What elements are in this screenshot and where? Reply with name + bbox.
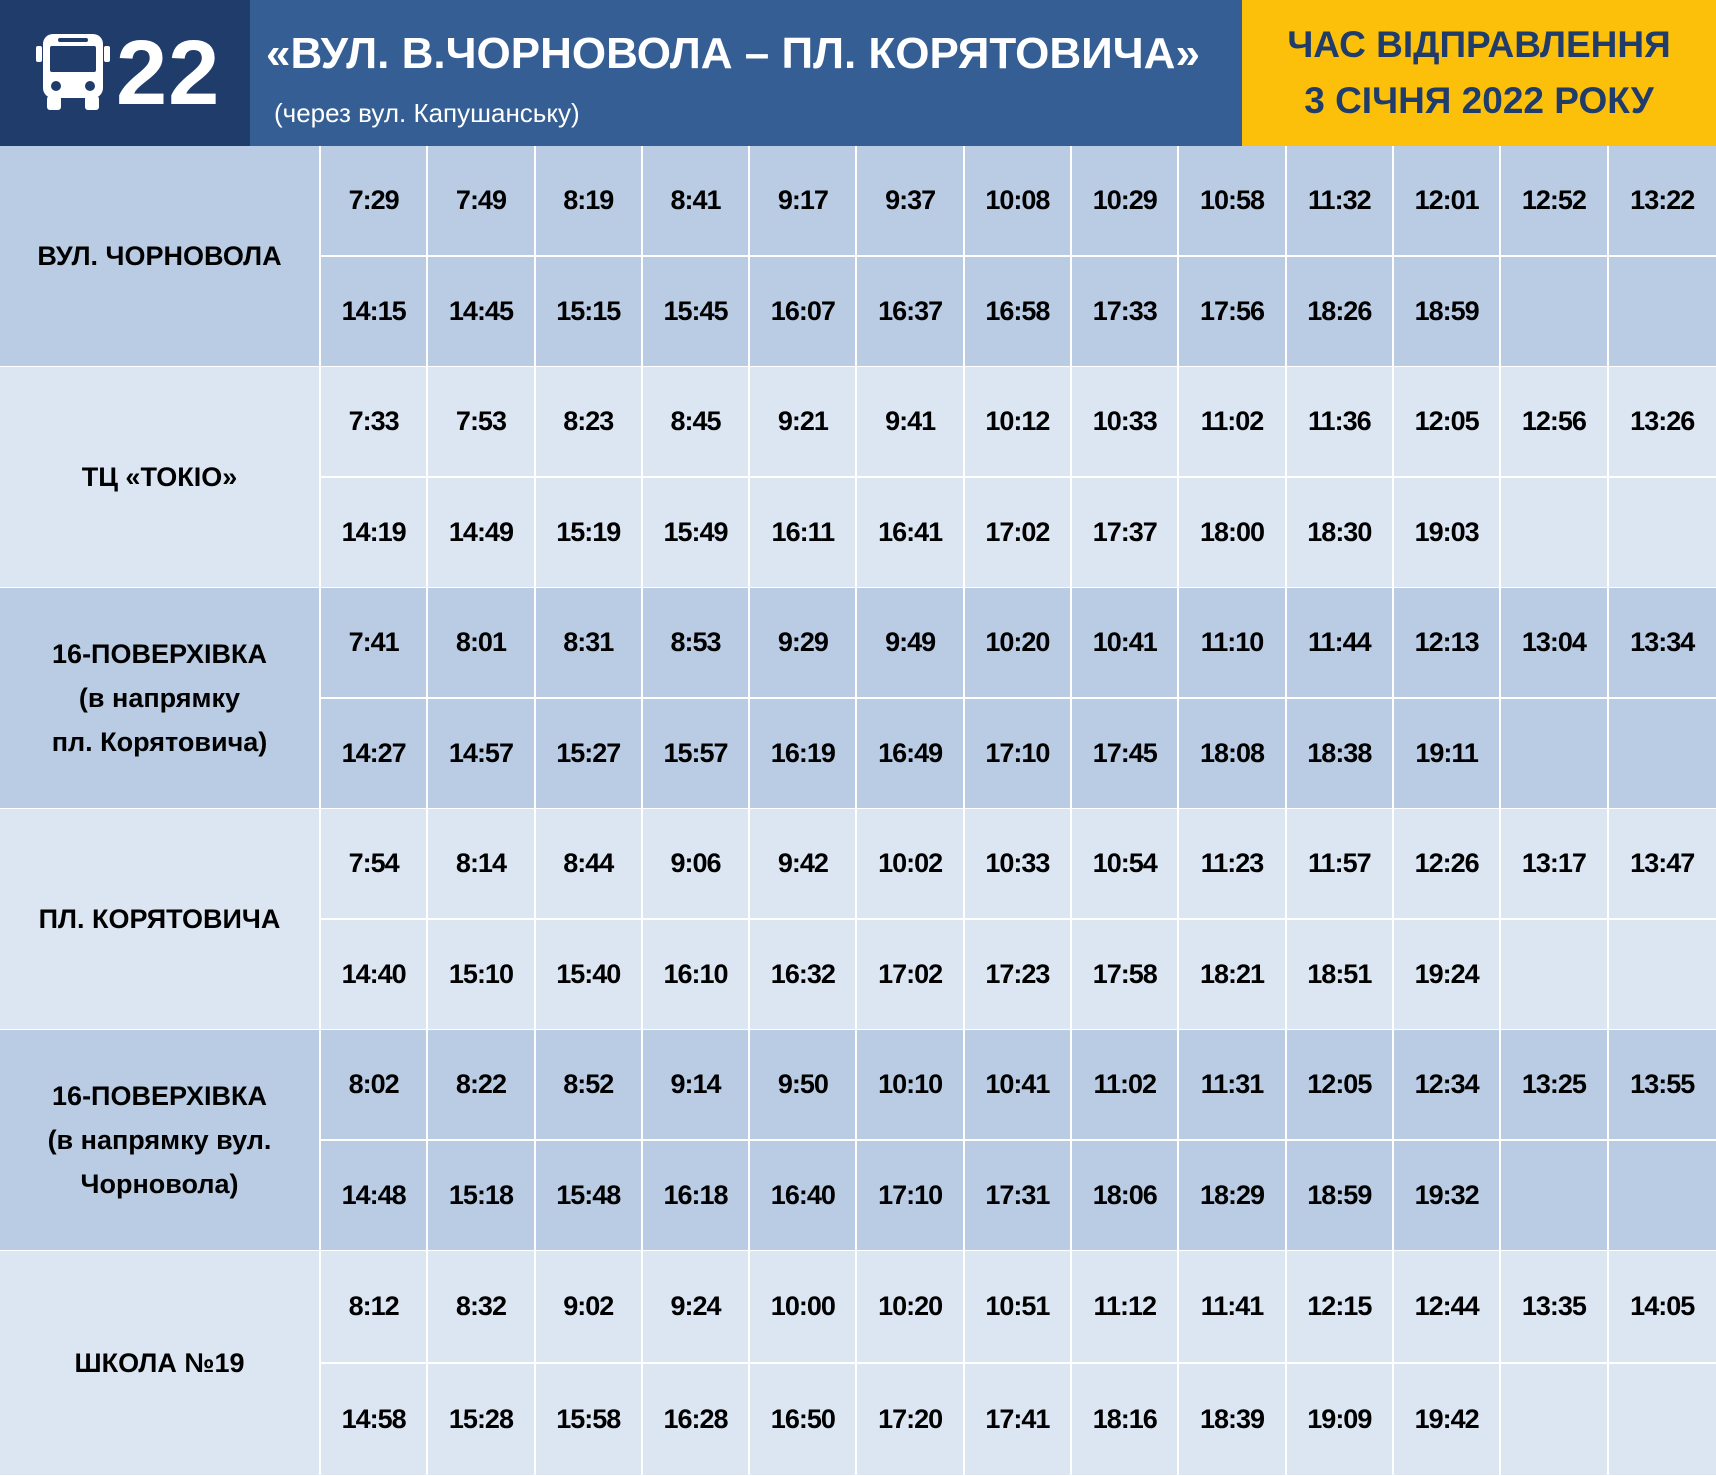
departure-time-cell: 16:32 [750, 920, 857, 1029]
departure-time-cell: 10:20 [965, 588, 1072, 697]
departure-time-cell: 18:59 [1287, 1141, 1394, 1250]
departure-time-cell: 11:36 [1287, 367, 1394, 476]
departure-time-cell: 10:02 [857, 809, 964, 918]
departure-time-cell: 17:31 [965, 1141, 1072, 1250]
stop-name: ТЦ «ТОКІО» [81, 462, 238, 492]
departure-times [321, 1251, 1716, 1475]
departure-time-cell: 18:39 [1179, 1364, 1286, 1475]
departure-times [321, 146, 1716, 366]
departure-time-cell: 13:47 [1630, 848, 1695, 878]
departure-time-cell: 14:05 [1630, 1291, 1695, 1321]
departure-time-cell: 11:23 [1179, 809, 1286, 918]
departure-time-cell: 8:41 [643, 146, 750, 255]
departure-time-cell: 13:04 [1501, 588, 1608, 697]
route-number-box [0, 0, 250, 146]
departure-time-cell: 15:15 [536, 257, 643, 366]
departure-time-cell: 9:29 [750, 588, 857, 697]
departure-time-cell: 10:41 [1072, 588, 1179, 697]
departure-time-cell: 11:41 [1179, 1251, 1286, 1362]
departure-time-cell: 14:15 [321, 257, 428, 366]
departure-time-cell: 15:57 [643, 699, 750, 808]
departure-time-cell: 17:56 [1179, 257, 1286, 366]
departure-times [321, 809, 1716, 1029]
departure-time-cell: 18:59 [1394, 257, 1501, 366]
departure-time-cell: 9:42 [750, 809, 857, 918]
departure-time-cell: 17:41 [965, 1364, 1072, 1475]
departure-time-cell: 14:57 [428, 699, 535, 808]
departure-time-cell: 19:24 [1394, 920, 1501, 1029]
departure-time-cell: 10:33 [965, 809, 1072, 918]
departure-time-cell: 10:54 [1072, 809, 1179, 918]
departure-time-cell: 12:15 [1287, 1251, 1394, 1362]
header [0, 0, 1716, 146]
departure-time-cell: 12:13 [1394, 588, 1501, 697]
departure-time-cell: 16:19 [750, 699, 857, 808]
stop-name-cell [0, 588, 321, 808]
departure-time-cell: 8:31 [536, 588, 643, 697]
departure-time-cell: 7:54 [321, 809, 428, 918]
departure-time-cell: 13:17 [1501, 809, 1608, 918]
departure-time-cell: 13:26 [1630, 406, 1695, 436]
departure-time-cell: 8:01 [428, 588, 535, 697]
departure-time-cell [1501, 1364, 1608, 1475]
departure-time-cell: 12:56 [1501, 367, 1608, 476]
departure-time-cell: 17:33 [1072, 257, 1179, 366]
departure-time-cell: 18:26 [1287, 257, 1394, 366]
departure-time-cell [1609, 1141, 1716, 1250]
departure-times [321, 367, 1716, 587]
time-row [321, 146, 1716, 257]
departure-time-cell: 11:44 [1287, 588, 1394, 697]
departure-time-cell: 15:49 [643, 478, 750, 587]
departure-time-cell: 9:49 [857, 588, 964, 697]
time-row [321, 588, 1716, 699]
departure-time-cell: 19:03 [1394, 478, 1501, 587]
departure-time-cell: 9:50 [750, 1030, 857, 1139]
departure-time-cell: 13:55 [1630, 1069, 1695, 1099]
departure-time-cell: 18:38 [1287, 699, 1394, 808]
departure-time-cell: 8:45 [643, 367, 750, 476]
departure-time-cell: 10:33 [1072, 367, 1179, 476]
departure-times [321, 1030, 1716, 1250]
departure-time-cell: 19:42 [1394, 1364, 1501, 1475]
departure-time-cell: 12:05 [1287, 1030, 1394, 1139]
departure-time-cell: 18:00 [1179, 478, 1286, 587]
departure-time-cell: 10:00 [750, 1251, 857, 1362]
departure-time-cell: 7:29 [321, 146, 428, 255]
departure-time-cell: 19:09 [1287, 1364, 1394, 1475]
route-number: 22 [116, 22, 221, 124]
departure-time-cell [1609, 920, 1716, 1029]
departure-time-cell: 16:10 [643, 920, 750, 1029]
departure-time-cell: 9:02 [536, 1251, 643, 1362]
departure-time-cell: 12:05 [1394, 367, 1501, 476]
departure-time-cell: 7:41 [321, 588, 428, 697]
departure-time-cell: 15:19 [536, 478, 643, 587]
departure-time-cell: 18:21 [1179, 920, 1286, 1029]
stop-name-cell [0, 809, 321, 1029]
departure-time-cell: 15:45 [643, 257, 750, 366]
departure-time-cell: 11:02 [1179, 367, 1286, 476]
departure-time-cell: 18:08 [1179, 699, 1286, 808]
departure-time-cell: 16:50 [750, 1364, 857, 1475]
departure-time-cell: 14:40 [321, 920, 428, 1029]
departure-time-cell: 18:06 [1072, 1141, 1179, 1250]
departure-time-cell: 12:34 [1394, 1030, 1501, 1139]
departure-time-cell: 9:37 [857, 146, 964, 255]
departure-time-cell: 11:12 [1072, 1251, 1179, 1362]
departure-time-cell: 16:40 [750, 1141, 857, 1250]
departure-time-cell: 9:14 [643, 1030, 750, 1139]
departure-time-cell: 13:25 [1501, 1030, 1608, 1139]
departure-time-cell: 17:02 [965, 478, 1072, 587]
departure-time-cell: 8:14 [428, 809, 535, 918]
departure-time-cell: 17:10 [965, 699, 1072, 808]
departure-time-cell [1609, 478, 1716, 587]
departure-time-cell: 18:16 [1072, 1364, 1179, 1475]
stop-block [0, 588, 1716, 809]
timetable [0, 146, 1716, 1476]
departure-time-cell [1501, 478, 1608, 587]
departure-time-cell: 15:18 [428, 1141, 535, 1250]
departure-time-cell: 8:22 [428, 1030, 535, 1139]
departure-time-cell: 16:28 [643, 1364, 750, 1475]
departure-time-cell: 14:49 [428, 478, 535, 587]
departure-time-cell: 11:32 [1287, 146, 1394, 255]
departure-time-cell: 19:11 [1394, 699, 1501, 808]
departure-time-cell: 16:49 [857, 699, 964, 808]
departure-time-cell: 14:48 [321, 1141, 428, 1250]
departure-time-cell: 16:37 [857, 257, 964, 366]
departure-time-cell: 13:35 [1501, 1251, 1608, 1362]
stop-name-cell [0, 146, 321, 366]
departure-time-cell: 9:17 [750, 146, 857, 255]
departure-time-cell: 18:51 [1287, 920, 1394, 1029]
departure-time-cell: 8:32 [428, 1251, 535, 1362]
departure-time-cell: 19:32 [1394, 1141, 1501, 1250]
stop-block [0, 809, 1716, 1030]
stop-block [0, 1251, 1716, 1476]
departure-time-cell: 10:20 [857, 1251, 964, 1362]
departure-time-cell: 14:19 [321, 478, 428, 587]
departure-time-cell: 15:10 [428, 920, 535, 1029]
departure-time-cell [1501, 1141, 1608, 1250]
time-row [321, 1364, 1716, 1475]
departure-time-cell: 14:27 [321, 699, 428, 808]
stop-name: 16-ПОВЕРХІВКА (в напрямку вул. Чорновола) [47, 1081, 272, 1199]
departure-time-cell: 15:58 [536, 1364, 643, 1475]
departure-time-cell: 13:22 [1630, 185, 1695, 215]
time-row [321, 257, 1716, 366]
route-title: «ВУЛ. В.ЧОРНОВОЛА – ПЛ. КОРЯТОВИЧА» [266, 29, 1200, 78]
departure-time-cell [1609, 699, 1716, 808]
time-row [321, 478, 1716, 587]
departure-time-cell [1609, 1364, 1716, 1475]
departure-time-cell: 10:51 [965, 1251, 1072, 1362]
departure-time-cell: 16:07 [750, 257, 857, 366]
stop-name-cell [0, 367, 321, 587]
time-row [321, 1251, 1716, 1364]
departure-time-cell: 11:10 [1179, 588, 1286, 697]
departure-time-cell: 16:18 [643, 1141, 750, 1250]
departure-time-cell: 17:45 [1072, 699, 1179, 808]
stop-name: ВУЛ. ЧОРНОВОЛА [37, 241, 282, 271]
departure-time-cell: 9:06 [643, 809, 750, 918]
stop-name-cell [0, 1251, 321, 1475]
departure-time-cell: 7:49 [428, 146, 535, 255]
departure-time-cell: 8:02 [321, 1030, 428, 1139]
bus-icon [36, 32, 110, 114]
route-subtitle: (через вул. Капушанську) [274, 98, 580, 128]
time-row [321, 699, 1716, 808]
departure-time-cell: 12:52 [1501, 146, 1608, 255]
departure-time-cell: 9:21 [750, 367, 857, 476]
route-title-box [250, 0, 1242, 146]
departure-time-cell: 15:48 [536, 1141, 643, 1250]
departure-time-cell: 17:23 [965, 920, 1072, 1029]
departure-time-cell: 10:41 [965, 1030, 1072, 1139]
departure-time-cell: 10:10 [857, 1030, 964, 1139]
departure-time-cell: 15:27 [536, 699, 643, 808]
departure-time-cell: 10:29 [1072, 146, 1179, 255]
departure-time-cell: 17:02 [857, 920, 964, 1029]
departure-time-cell: 18:29 [1179, 1141, 1286, 1250]
departure-time-cell [1501, 257, 1608, 366]
departure-time-cell: 15:28 [428, 1364, 535, 1475]
departure-time-cell: 8:53 [643, 588, 750, 697]
departure-time-cell: 9:41 [857, 367, 964, 476]
departure-time-cell: 8:12 [321, 1251, 428, 1362]
departure-time-cell: 16:41 [857, 478, 964, 587]
stop-name: ШКОЛА №19 [74, 1348, 245, 1378]
time-row [321, 1141, 1716, 1250]
departure-date-line-2: 3 СІЧНЯ 2022 РОКУ [1304, 80, 1654, 121]
departure-time-cell [1501, 699, 1608, 808]
departure-time-cell: 15:40 [536, 920, 643, 1029]
departure-time-cell: 12:26 [1394, 809, 1501, 918]
departure-time-cell: 10:12 [965, 367, 1072, 476]
stop-name: 16-ПОВЕРХІВКА (в напрямку пл. Корятовича) [51, 639, 268, 757]
time-row [321, 920, 1716, 1029]
departure-time-cell: 8:44 [536, 809, 643, 918]
departure-time-cell: 18:30 [1287, 478, 1394, 587]
time-row [321, 809, 1716, 920]
departure-date-line-1: ЧАС ВІДПРАВЛЕННЯ [1287, 24, 1671, 65]
stop-block [0, 367, 1716, 588]
stop-name: ПЛ. КОРЯТОВИЧА [38, 904, 281, 934]
stop-block [0, 1030, 1716, 1251]
departure-time-cell: 8:19 [536, 146, 643, 255]
departure-time-cell: 16:11 [750, 478, 857, 587]
departure-time-cell: 11:57 [1287, 809, 1394, 918]
departure-time-cell: 14:45 [428, 257, 535, 366]
departure-time-cell: 17:10 [857, 1141, 964, 1250]
departure-time-cell: 8:23 [536, 367, 643, 476]
departure-time-cell: 10:08 [965, 146, 1072, 255]
stop-name-cell [0, 1030, 321, 1250]
departure-time-cell: 7:53 [428, 367, 535, 476]
departure-time-cell: 11:02 [1072, 1030, 1179, 1139]
departure-time-cell: 12:44 [1394, 1251, 1501, 1362]
departure-date-box [1242, 0, 1716, 146]
departure-time-cell [1501, 920, 1608, 1029]
departure-time-cell: 14:58 [321, 1364, 428, 1475]
time-row [321, 367, 1716, 478]
time-row [321, 1030, 1716, 1141]
departure-times [321, 588, 1716, 808]
departure-time-cell: 17:58 [1072, 920, 1179, 1029]
departure-time-cell: 12:01 [1394, 146, 1501, 255]
departure-time-cell: 9:24 [643, 1251, 750, 1362]
departure-time-cell: 13:34 [1630, 627, 1695, 657]
stop-block [0, 146, 1716, 367]
departure-time-cell: 17:37 [1072, 478, 1179, 587]
departure-time-cell: 16:58 [965, 257, 1072, 366]
departure-time-cell: 11:31 [1179, 1030, 1286, 1139]
departure-time-cell: 8:52 [536, 1030, 643, 1139]
departure-time-cell: 10:58 [1179, 146, 1286, 255]
departure-time-cell: 17:20 [857, 1364, 964, 1475]
departure-time-cell [1609, 257, 1716, 366]
departure-time-cell: 7:33 [321, 367, 428, 476]
